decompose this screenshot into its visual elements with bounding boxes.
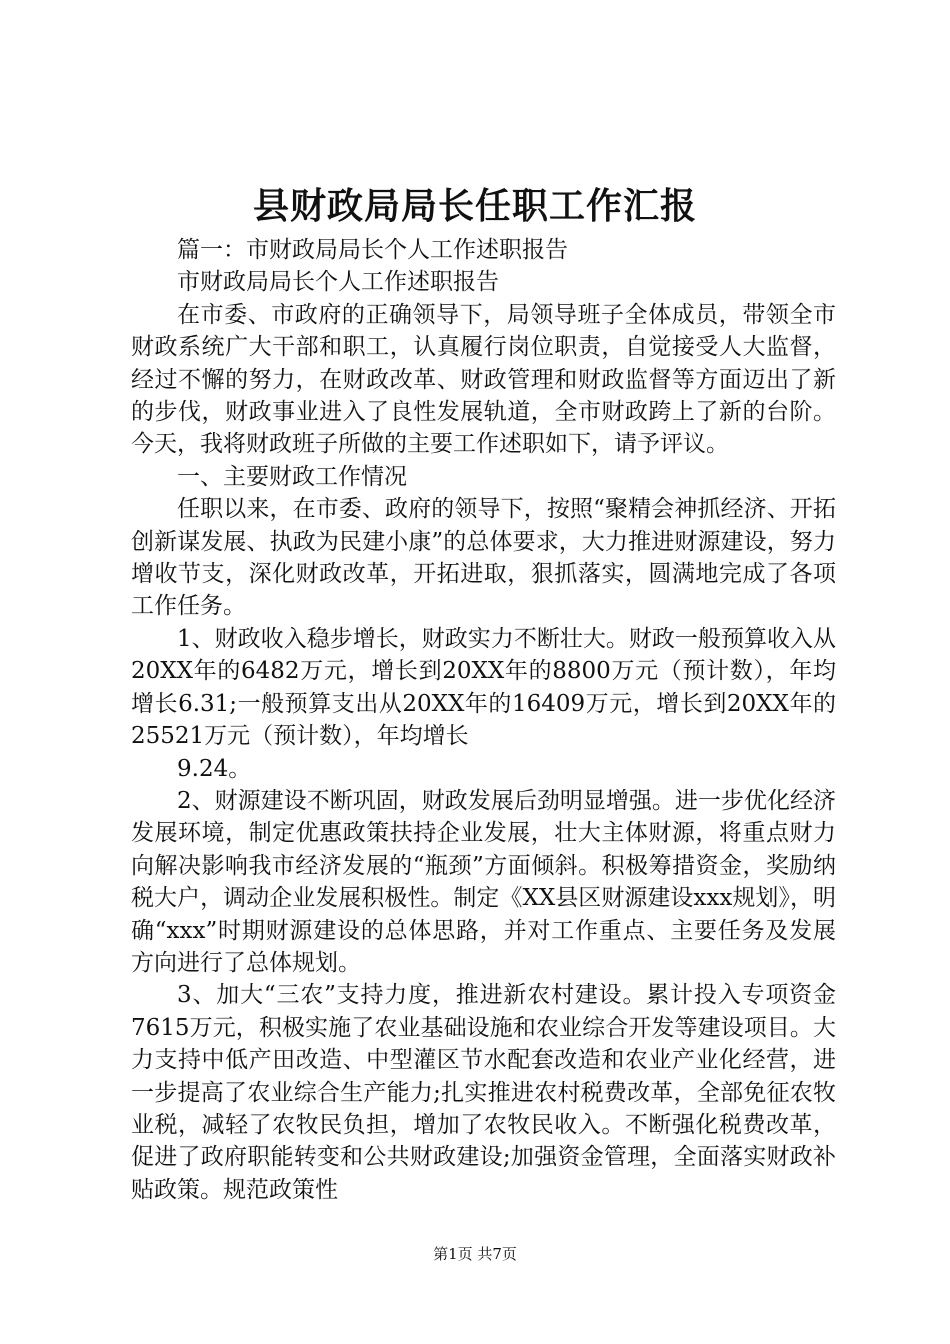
paragraph-heading-1: 一、主要财政工作情况: [177, 463, 407, 490]
paragraph-item-3: 3、加大“三农”支持力度，推进新农村建设。累计投入专项资金7615万元，积极实施了农业基础设施和农业综合开发等建设项目。大力支持中低产田改造、中型灌区节水配套改造和农业产业化经营，进一步提高了农业综合生产能力;扎实推进农村税费改革，全部免征农牧业税，减轻了农牧民负担，增加了农牧民收入。不断强化税费改革，促进了政府职能转变和公共财政建设;加强资金管理，全面落实财政补贴政策。规范政策性: [131, 982, 836, 1203]
paragraph-section-title: 篇一：市财政局局长个人工作述职报告: [177, 237, 568, 263]
paragraph-item-2: 2、财源建设不断巩固，财政发展后劲明显增强。进一步优化经济发展环境，制定优惠政策扶持企业发展，壮大主体财源，将重点财力向解决影响我市经济发展的“瓶颈”方面倾斜。积极筹措资金，奖励纳税大户，调动企业发展积极性。制定《XX县区财源建设xxx规划》，明确“xxx”时期财源建设的总体思路，并对工作重点、主要任务及发展方向进行了总体规划。: [131, 787, 836, 976]
paragraph-item-1-continued: 9.24。: [177, 755, 252, 782]
paragraph-report-title: 市财政局局长个人工作述职报告: [177, 269, 499, 296]
document-body: [131, 234, 836, 1206]
page-number-footer: 第1页 共7页: [433, 1245, 517, 1263]
paragraph-overview: 任职以来，在市委、政府的领导下，按照“聚精会神抓经济、开拓创新谋发展、执政为民建小康”的总体要求，大力推进财源建设，努力增收节支，深化财政改革，开拓进取，狠抓落实，圆满地完成了各项工作任务。: [131, 496, 836, 620]
document-title: 县财政局局长任职工作汇报: [252, 185, 697, 227]
paragraph-item-1: 1、财政收入稳步增长，财政实力不断壮大。财政一般预算收入从20XX年的6482万元，增长到20XX年的8800万元（预计数），年均增长6.31;一般预算支出从20XX年的16409万元，增长到20XX年的25521万元（预计数），年均增长: [131, 625, 836, 750]
paragraph-intro: 在市委、市政府的正确领导下，局领导班子全体成员，带领全市财政系统广大干部和职工，认真履行岗位职责，自觉接受人大监督，经过不懈的努力，在财政改革、财政管理和财政监督等方面迈出了新的步伐，财政事业进入了良性发展轨道，全市财政跨上了新的台阶。今天，我将财政班子所做的主要工作述职如下，请予评议。: [131, 301, 836, 458]
